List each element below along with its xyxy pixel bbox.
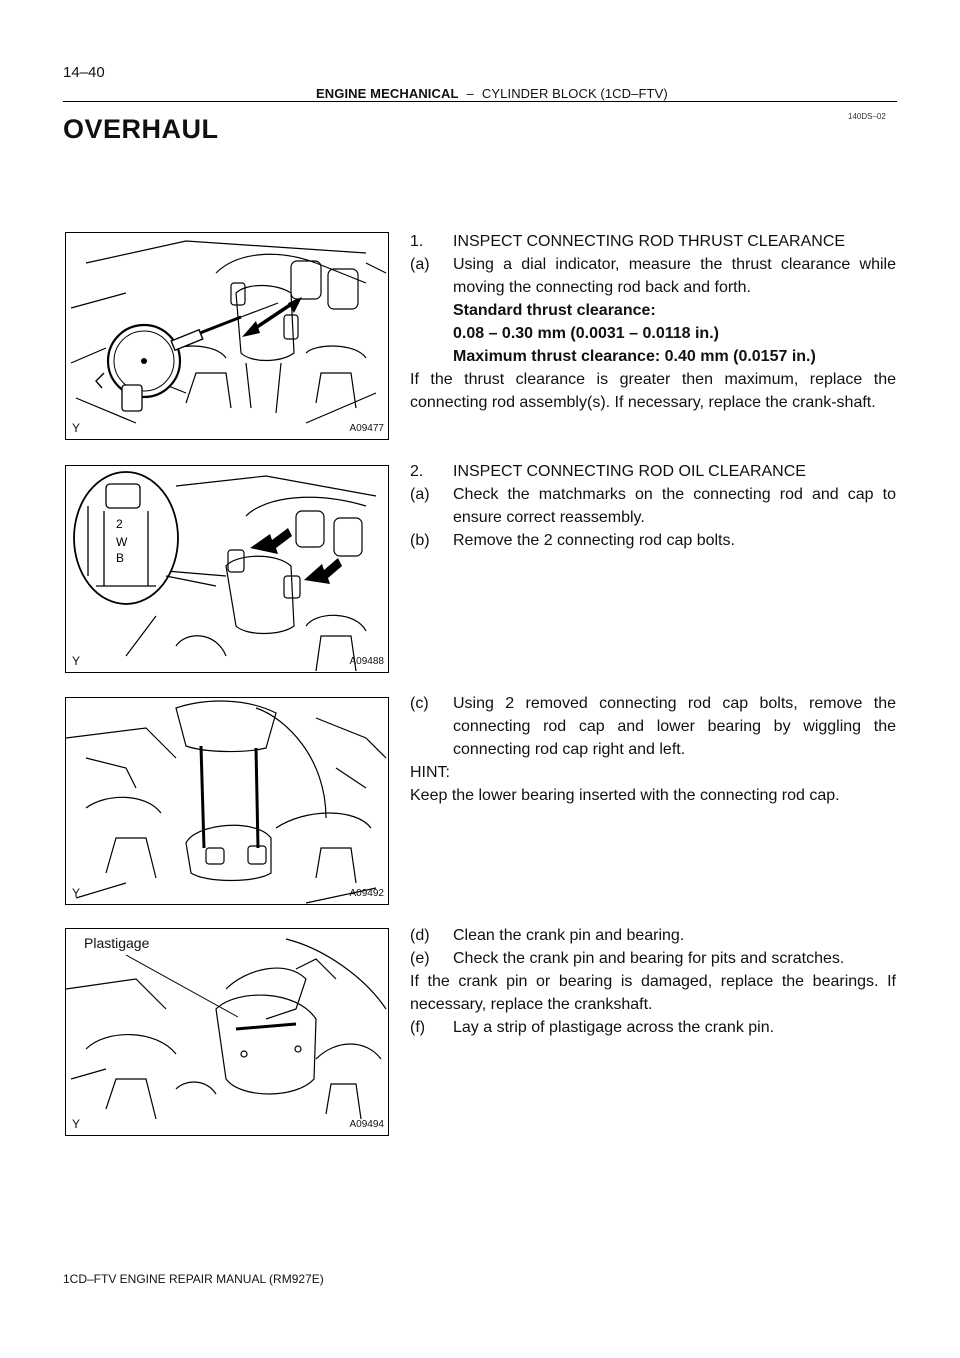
header-rule: [63, 101, 897, 102]
substep-text: Using 2 removed connecting rod cap bolts, remove the connecting rod cap and lower bearing by wiggling the connecting rod cap right and left.: [453, 695, 896, 758]
header-separator: –: [466, 86, 474, 101]
footer-manual-title: 1CD–FTV ENGINE REPAIR MANUAL (RM927E): [63, 1272, 324, 1286]
substep-a: [410, 483, 896, 529]
step-2-block: [410, 460, 896, 552]
step-2-d-block: [410, 924, 896, 1039]
figure-y-mark: Y: [72, 886, 81, 900]
plastigage-illustration: [66, 929, 388, 1135]
substep-c: [410, 692, 896, 761]
damage-note: If the crank pin or bearing is damaged, replace the bearings. If necessary, replace the crankshaft.: [410, 973, 896, 1013]
substep-label: (a): [410, 256, 430, 273]
figure-code: A09488: [349, 656, 384, 667]
step-heading: INSPECT CONNECTING ROD OIL CLEARANCE: [453, 463, 806, 480]
substep-label: (c): [410, 695, 429, 712]
substep-text: Using a dial indicator, measure the thrust clearance while moving the connecting rod back and forth.: [453, 256, 896, 296]
maximum-clearance: Maximum thrust clearance: 0.40 mm (0.0157 in.): [453, 348, 816, 365]
step-2-c-block: [410, 692, 896, 807]
figure-remove-cap: [65, 697, 389, 905]
substep-b: [410, 529, 896, 552]
page-number: 14–40: [63, 64, 105, 81]
step-2-heading: [410, 460, 896, 483]
plastigage-callout: Plastigage: [84, 935, 150, 951]
figure-code: A09494: [349, 1119, 384, 1130]
svg-text:W: W: [116, 535, 128, 549]
substep-label: (a): [410, 486, 430, 503]
substep-label: (d): [410, 927, 430, 944]
step-1-block: [410, 230, 896, 414]
substep-a: [410, 253, 896, 299]
header-section: ENGINE MECHANICAL: [316, 86, 459, 101]
page-title: OVERHAUL: [63, 114, 219, 144]
figure-y-mark: Y: [72, 421, 81, 435]
substep-text: Lay a strip of plastigage across the crank pin.: [453, 1019, 775, 1036]
substep-label: (b): [410, 532, 430, 549]
hint-label: HINT:: [410, 764, 450, 781]
matchmark-illustration: [66, 466, 388, 672]
standard-value: 0.08 – 0.30 mm (0.0031 – 0.0118 in.): [453, 325, 719, 342]
step-number: 2.: [410, 463, 424, 480]
substep-f: [410, 1016, 896, 1039]
substep-text: Check the matchmarks on the connecting rod and cap to ensure correct reassembly.: [453, 486, 896, 526]
header-subsection: CYLINDER BLOCK (1CD–FTV): [481, 86, 668, 101]
figure-y-mark: Y: [72, 1117, 81, 1131]
figure-matchmarks: [65, 465, 389, 673]
dial-indicator-illustration: [66, 233, 388, 439]
hint-text: Keep the lower bearing inserted with the connecting rod cap.: [410, 787, 840, 804]
substep-text: Clean the crank pin and bearing.: [453, 927, 685, 944]
figure-code: A09492: [349, 888, 384, 899]
substep-d: [410, 924, 896, 947]
replacement-note: If the thrust clearance is greater then maximum, replace the connecting rod assembly(s). If necessary, replace the crank-shaft.: [410, 371, 896, 411]
substep-text: Remove the 2 connecting rod cap bolts.: [453, 532, 735, 549]
svg-text:B: B: [116, 551, 125, 565]
substep-label: (e): [410, 950, 430, 967]
figure-code: A09477: [349, 423, 384, 434]
remove-cap-illustration: [66, 698, 388, 904]
figure-plastigage: [65, 928, 389, 1136]
svg-text:2: 2: [116, 517, 123, 531]
step-heading: INSPECT CONNECTING ROD THRUST CLEARANCE: [453, 233, 846, 250]
document-id: 140DS–02: [848, 112, 886, 121]
substep-label: (f): [410, 1019, 426, 1036]
figure-thrust-clearance: [65, 232, 389, 440]
standard-label: Standard thrust clearance:: [453, 302, 656, 319]
substep-text: Check the crank pin and bearing for pits and scratches.: [453, 950, 845, 967]
figure-y-mark: Y: [72, 654, 81, 668]
step-1-heading: [410, 230, 896, 253]
substep-e: [410, 947, 896, 970]
running-header: [316, 86, 668, 101]
step-number: 1.: [410, 233, 424, 250]
